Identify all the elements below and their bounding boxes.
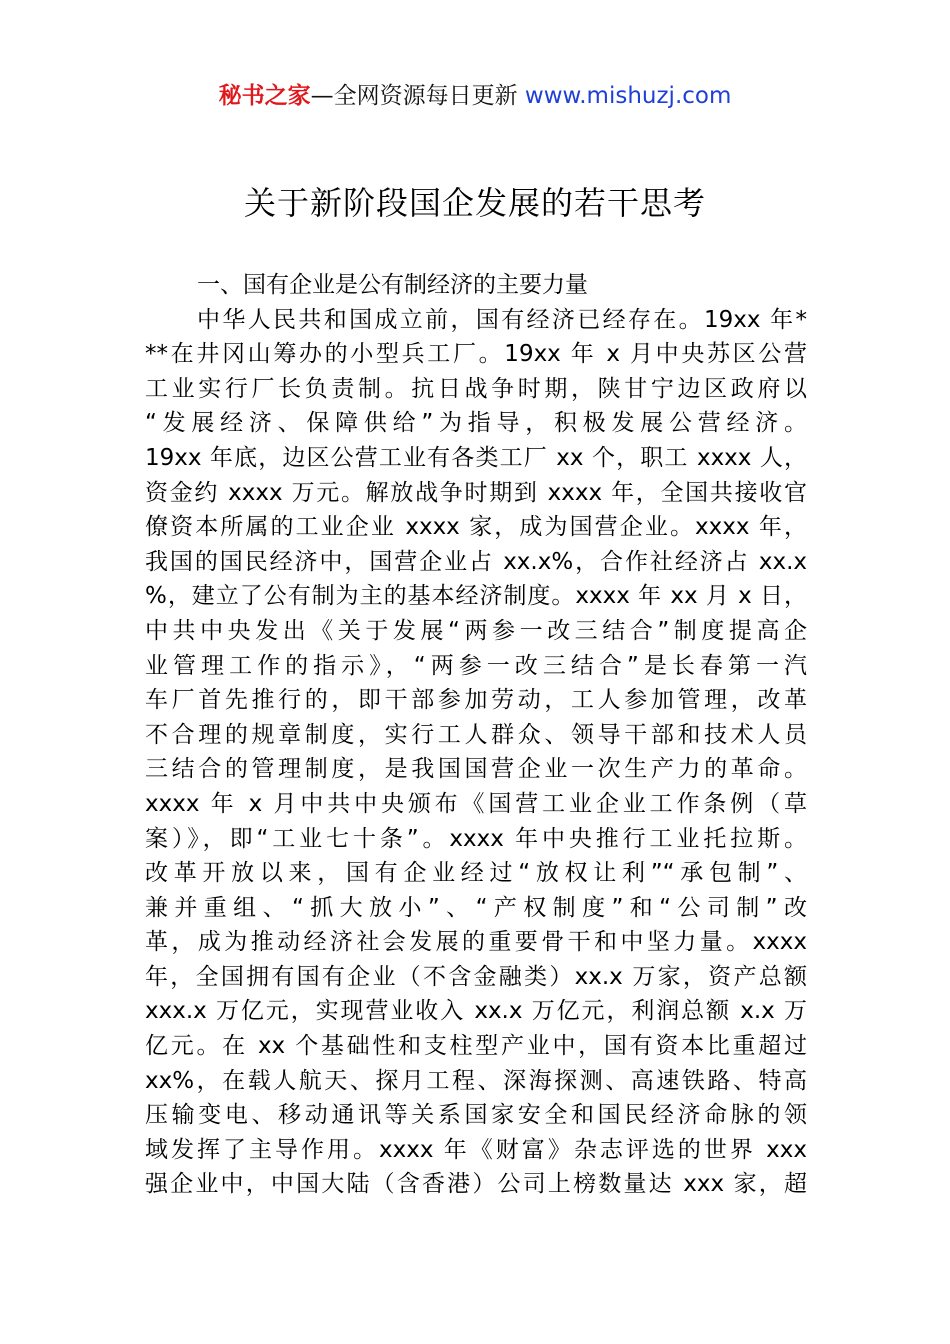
- paragraph-line: 改革开放以来，国有企业经过“放权让利”“承包制”、: [145, 860, 807, 887]
- paragraph-line: **在井冈山筹办的小型兵工厂。19xx 年 x 月中央苏区公营: [145, 341, 807, 368]
- paragraph-line: 案）》，即“工业七十条”。xxxx 年中央推行工业托拉斯。: [145, 825, 807, 852]
- document-body: [145, 268, 807, 1202]
- header-tagline: —全网资源每日更新: [310, 83, 525, 109]
- paragraph-line: 业管理工作的指示》，“两参一改三结合”是长春第一汽: [145, 652, 807, 679]
- paragraph-line: 亿元。在 xx 个基础性和支柱型产业中，国有资本比重超过: [145, 1033, 807, 1060]
- paragraph-line: 不合理的规章制度，实行工人群众、领导干部和技术人员: [145, 721, 807, 748]
- document-title: 关于新阶段国企发展的若干思考: [243, 184, 706, 222]
- paragraph-line: 压输变电、移动通讯等关系国家安全和国民经济命脉的领: [145, 1102, 807, 1129]
- paragraph-line: 革，成为推动经济社会发展的重要骨干和中坚力量。xxxx: [145, 929, 807, 956]
- body-paragraph: [145, 303, 807, 1202]
- section-heading: 一、国有企业是公有制经济的主要力量: [197, 272, 588, 298]
- site-header: [0, 80, 950, 112]
- paragraph-line: xx%，在载人航天、探月工程、深海探测、高速铁路、特高: [145, 1067, 807, 1094]
- paragraph-line: 僚资本所属的工业企业 xxxx 家，成为国营企业。xxxx 年，: [145, 514, 807, 541]
- paragraph-line: 兼并重组、“抓大放小”、“产权制度”和“公司制”改: [145, 894, 807, 921]
- paragraph-line: 域发挥了主导作用。xxxx 年《财富》杂志评选的世界 xxx: [145, 1136, 807, 1163]
- paragraph-line: 我国的国民经济中，国营企业占 xx.x%，合作社经济占 xx.x: [145, 548, 807, 575]
- paragraph-line: %，建立了公有制为主的基本经济制度。xxxx 年 xx 月 x 日，: [145, 583, 807, 610]
- paragraph-line: 中共中央发出《关于发展“两参一改三结合”制度提高企: [145, 617, 807, 644]
- paragraph-line: 19xx 年底，边区公营工业有各类工厂 xx 个，职工 xxxx 人，: [145, 444, 807, 471]
- paragraph-line: xxxx 年 x 月中共中央颁布《国营工业企业工作条例（草: [145, 790, 807, 817]
- paragraph-line: 三结合的管理制度，是我国国营企业一次生产力的革命。: [145, 756, 807, 783]
- paragraph-line: xxx.x 万亿元，实现营业收入 xx.x 万亿元，利润总额 x.x 万: [145, 998, 807, 1025]
- paragraph-line: 强企业中，中国大陆（含香港）公司上榜数量达 xxx 家，超: [145, 1171, 807, 1198]
- site-url[interactable]: www.mishuzj.com: [524, 83, 732, 109]
- paragraph-line: 工业实行厂长负责制。抗日战争时期，陕甘宁边区政府以: [145, 375, 807, 402]
- brand-name: 秘书之家: [218, 83, 311, 109]
- paragraph-line: 资金约 xxxx 万元。解放战争时期到 xxxx 年，全国共接收官: [145, 479, 807, 506]
- paragraph-line: 车厂首先推行的，即干部参加劳动，工人参加管理，改革: [145, 687, 807, 714]
- paragraph-line: “发展经济、保障供给”为指导，积极发展公营经济。: [145, 410, 807, 437]
- paragraph-line: 中华人民共和国成立前，国有经济已经存在。19xx 年*: [197, 306, 807, 333]
- paragraph-line: 年，全国拥有国有企业（不含金融类）xx.x 万家，资产总额: [145, 963, 807, 990]
